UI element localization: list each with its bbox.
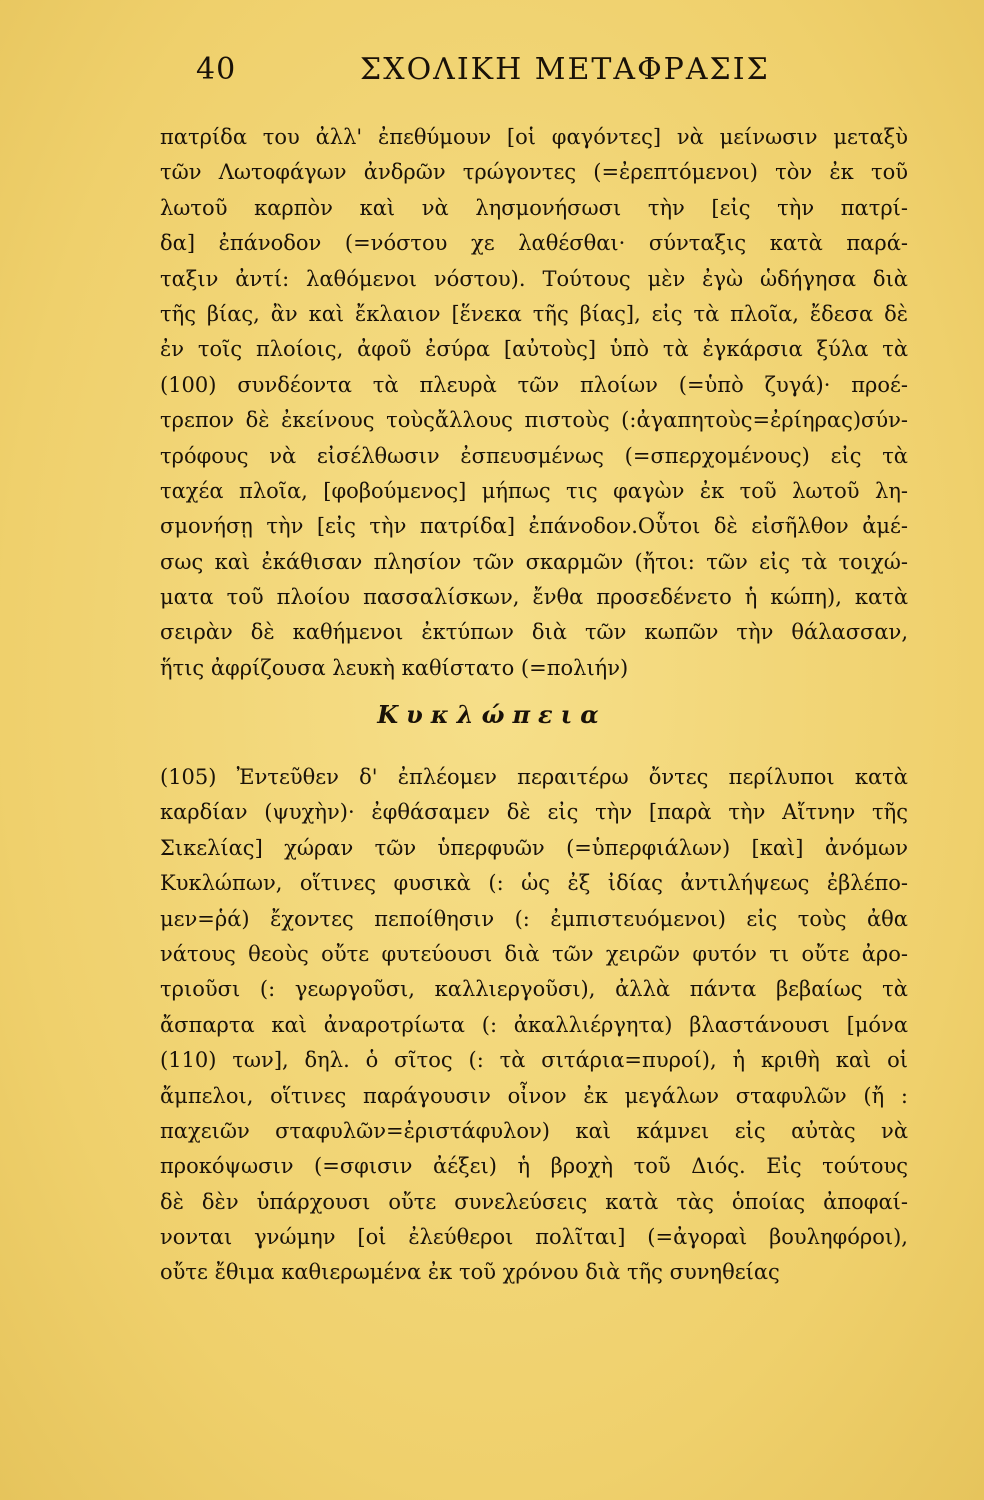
text-line: ἄσπαρτα καὶ ἀναροτρίωτα (: ἀκαλλιέργητα) βλαστάνουσι [μόνα <box>160 1012 908 1037</box>
text-line: δὲ δὲν ὑπάρχουσι οὔτε συνελεύσεις κατὰ τὰς ὁποίας ἀποφαί- <box>160 1189 908 1214</box>
text-line: οὔτε ἔθιμα καθιερωμένα ἐκ τοῦ χρόνου διὰ τῆς συνηθείας <box>160 1260 780 1285</box>
translation-paragraph-cyclopes <box>160 760 908 1291</box>
text-line: σμονήσῃ τὴν [εἰς τὴν πατρίδα] ἐπάνοδον.Οὗτοι δὲ εἰσῆλθον ἀμέ- <box>160 514 908 539</box>
page-number: 40 <box>196 52 237 87</box>
text-line: δα] ἐπάνοδον (=νόστου χε λαθέσθαι· σύνταξις κατὰ παρά- <box>160 231 908 256</box>
text-line: τρεπον δὲ ἐκείνους τοὺςἄλλους πιστοὺς (:ἀγαπητοὺς=ἐρίηρας)σύν- <box>160 408 908 433</box>
text-line: Σικελίας] χώραν τῶν ὑπερφυῶν (=ὑπερφιάλων) [καὶ] ἀνόμων <box>160 835 908 860</box>
text-line: ἥτις ἀφρίζουσα λευκὴ καθίστατο (=πολιήν) <box>160 655 629 680</box>
translation-paragraph-lotophagi <box>160 120 908 686</box>
text-line: (100) συνδέοντα τὰ πλευρὰ τῶν πλοίων (=ὑπὸ ζυγά)· προέ- <box>160 372 908 397</box>
text-line: νάτους θεοὺς οὔτε φυτεύουσι διὰ τῶν χειρῶν φυτόν τι οὔτε ἀρο- <box>160 941 908 966</box>
text-line: ματα τοῦ πλοίου πασσαλίσκων, ἔνθα προσεδένετο ἡ κώπη), κατὰ <box>160 585 908 610</box>
text-line: μεν=ῥά) ἔχοντες πεποίθησιν (: ἐμπιστευόμενοι) εἰς τοὺς ἀθα <box>160 906 908 931</box>
running-title: ΣΧΟΛΙΚΗ ΜΕΤΑΦΡΑΣΙΣ <box>360 52 770 87</box>
text-line: ταξιν ἀντί: λαθόμενοι νόστου). Τούτους μὲν ἐγὼ ὡδήγησα διὰ <box>160 266 908 291</box>
page-header <box>0 48 984 98</box>
text-line: ἐν τοῖς πλοίοις, ἀφοῦ ἐσύρα [αὐτοὺς] ὑπὸ τὰ ἐγκάρσια ξύλα τὰ <box>160 337 908 362</box>
text-line: τῶν Λωτοφάγων ἀνδρῶν τρώγοντες (=ἐρεπτόμενοι) τὸν ἐκ τοῦ <box>160 160 908 185</box>
section-title: Κυκλώπεια <box>377 700 607 729</box>
text-line: Κυκλώπων, οἵτινες φυσικὰ (: ὡς ἐξ ἰδίας ἀντιλήψεως ἐβλέπο- <box>160 871 908 896</box>
text-line: λωτοῦ καρπὸν καὶ νὰ λησμονήσωσι τὴν [εἰς τὴν πατρί- <box>160 195 908 220</box>
text-line: ἄμπελοι, οἵτινες παράγουσιν οἶνον ἐκ μεγάλων σταφυλῶν (ἤ : <box>160 1083 908 1108</box>
text-line: (110) των], δηλ. ὁ σῖτος (: τὰ σιτάρια=πυροί), ἡ κριθὴ καὶ οἱ <box>160 1048 908 1073</box>
text-line: παχειῶν σταφυλῶν=ἐριστάφυλον) καὶ κάμνει εἰς αὐτὰς νὰ <box>160 1118 908 1143</box>
text-line: νονται γνώμην [οἱ ἐλεύθεροι πολῖται] (=ἀγοραὶ βουληφόροι), <box>160 1225 908 1250</box>
text-line: καρδίαν (ψυχὴν)· ἐφθάσαμεν δὲ εἰς τὴν [παρὰ τὴν Αἴτνην τῆς <box>160 800 908 825</box>
text-line: ταχέα πλοῖα, [φοβούμενος] μήπως τις φαγὼν ἐκ τοῦ λωτοῦ λη- <box>160 478 908 503</box>
text-line: σειρὰν δὲ καθήμενοι ἐκτύπων διὰ τῶν κωπῶν τὴν θάλασσαν, <box>160 620 908 645</box>
text-line: τρόφους νὰ εἰσέλθωσιν ἐσπευσμένως (=σπερχομένους) εἰς τὰ <box>160 443 908 468</box>
text-line: πατρίδα του ἀλλ' ἐπεθύμουν [οἱ φαγόντες] νὰ μείνωσιν μεταξὺ <box>160 125 908 149</box>
text-line: τριοῦσι (: γεωργοῦσι, καλλιεργοῦσι), ἀλλὰ πάντα βεβαίως τὰ <box>160 977 908 1002</box>
text-line: σως καὶ ἐκάθισαν πλησίον τῶν σκαρμῶν (ἤτοι: τῶν εἰς τὰ τοιχώ- <box>160 549 908 574</box>
text-line: (105) Ἐντεῦθεν δ' ἐπλέομεν περαιτέρω ὄντες περίλυποι κατὰ <box>160 765 908 789</box>
text-line: προκόψωσιν (=σφισιν ἀέξει) ἡ βροχὴ τοῦ Διός. Εἰς τούτους <box>160 1154 908 1179</box>
text-line: τῆς βίας, ἂν καὶ ἔκλαιον [ἕνεκα τῆς βίας], εἰς τὰ πλοῖα, ἔδεσα δὲ <box>160 301 908 326</box>
